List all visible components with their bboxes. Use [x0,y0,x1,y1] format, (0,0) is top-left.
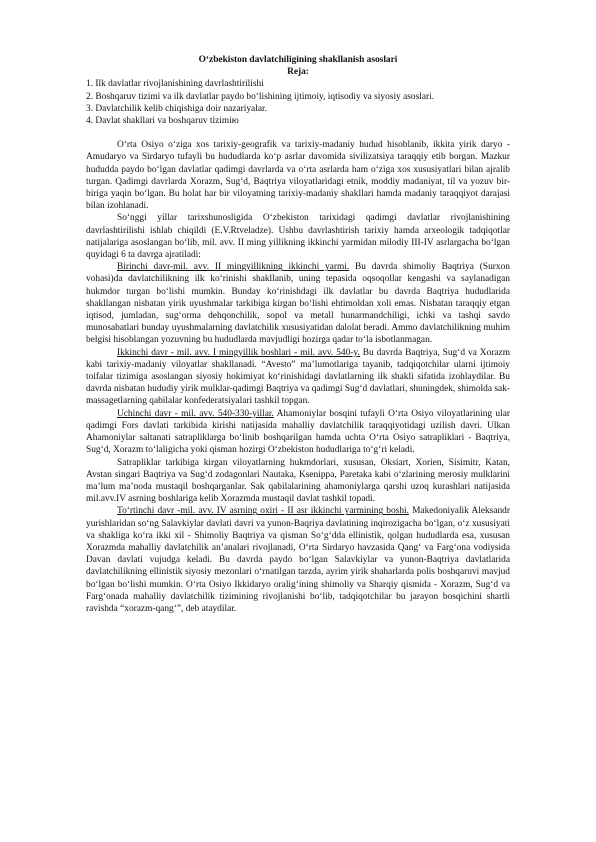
plan-list [86,78,510,127]
paragraph-periodization [86,212,510,261]
paragraph-text: Makedoniyalik Aleksandr yurishlaridan so‘ng Salavkiylar davlati davri va yunon-Baqriya davlatining inqirozigacha bo‘lgan, o‘z xususiyati va shakliga ko‘ra ikki xil - Shimoliy Baqtriya va qisman So‘g‘dda ellinistik, qolgan hududlarda esa, xususan Xorazmda mahalliy davlatchilik an’analari rivojlanadi, O‘rta Sirdaryo havzasida Qang‘ va Farg‘ona vodiysida Davan davlati vujudga keladi. Bu davrda paydo bo‘lgan Salavkiylar va yunon-Baqtriya davlatlarida davlatchilikning ellinistik siyosiy mezonlari o‘rnatilgan tarzda, ayrim yirik shaharlarda polis boshqaruvi mavjud bo‘lgan bo‘lishi mumkin. O‘rta Osiyo Ikkidaryo oralig‘ining shimoliy va Sharqiy qismida - Xorazm, Sug‘d va Farg‘onada mahalliy davlatchilik tizimining rivojlanishi bo‘lib, tadqiqotchilar bu jarayon bosqichini shartli ravishda “xorazm-qang‘”, deb ataydilar. [86,506,510,614]
document-page [86,54,510,615]
paragraph-text: Bu davrda shimoliy Baqtriya (Surxon vohasi)da davlatchilikning ilk ko‘rinishi shakllanib, uning tepasida oqsoqollar kengashi va saylanadigan hukmdor turgan bo‘lishi mumkin. Bunday ko‘rinishdagi ilk davlatlar bu davrda Baqtriya hududlarida shakllangan nisbatan yirik uyushmalar tarkibiga kirgan bo‘lishi ehtimoldan xoli emas. Nisbatan taraqqiy etgan iqtisod, jumladan, sug‘orma dehqonchilik, sopol va metall hunarmandchiligi, ichki va tashqi savdo munosabatlari bunday uyushmalarning davlatchilik xususiyatidan dalolat beradi. Ammo davlatchilikning muhim belgisi hisoblangan yozuvning bu hududlarda mavjudligi hozirga qadar to‘la isbotlanmagan. [86,262,510,346]
paragraph-intro [86,139,510,212]
plan-heading: Reja: [287,67,309,78]
document-title: O‘zbekiston davlatchiligining shakllanish asoslari [198,55,398,65]
period-heading: Uchinchi davr - mil. avv. 540-330-yillar. [117,408,274,419]
paragraph-period-3 [86,408,510,457]
plan-item: 3. Davlatchilik kelib chiqishiga doir nazariyalar. [86,103,267,114]
paragraph-period-4 [86,505,510,615]
period-heading: Birinchi davr-mil. avv. II mingyillikning ikkinchi yarmi. [117,262,350,273]
period-heading: To‘rtinchi davr -mil. avv. IV asrning oxiri - II asr ikkinchi yarmining boshi. [117,506,409,517]
plan-item: 4. Davlat shakllari va boshqaruv tizimiю [86,116,239,127]
paragraph-text: Ahamoniylar bosqini tufayli O‘rta Osiyo viloyatlarining ular qadimgi Fors davlati tarkibida kirishi natijasida mahalliy davlatchilik taraqqiyotidagi uzilish davri. Ulkan Ahamoniylar saltanati satrapliklarga bo‘linib boshqarilgan hamda uchta O‘rta Osiyo satrapliklari - Baqtriya, Sug‘d, Xorazm to‘laligicha yoki qisman hozirgi O‘zbekiston hududlariga to‘g‘ri keladi. [86,408,510,456]
spacer [86,127,510,139]
paragraph-period-2 [86,347,510,408]
paragraph-text: Satrapliklar tarkibiga kirgan viloyatlarning hukmdorlari, xususan, Oksiart, Xorien, Sisimitr, Katan, Avstan singari Baqtriya va Sug‘d zodagonlari Nautaka, Ksenippa, Paretaka kabi o‘zlarining merosiy mulklarini ma’lum ma’noda mustaqil boshqarganlar. Sak qabilalarining ahamoniylarga qarshi uzoq kurashlari natijasida mil.avv.IV asrning boshlariga kelib Xorazmda mustaqil davlat tashkil topadi. [86,457,510,505]
paragraph-text: Bu davrda Baqtriya, Sug‘d va Xorazm kabi tarixiy-madaniy viloyatlar shakllanadi. “Avesto” ma’lumotlariga tayanib, tadqiqotchilar ularni ijtimoiy toifalar tizimiga asoslangan siyosiy hokimiyat ko‘rinishidagi davlatlarning ilk shakli sifatida izohlaydilar. Bu davrda nisbatan hududiy yirik mulklar-qadimgi Baqtriya va qadimgi Sug‘d davlatlari, shuningdek, shimolda sak-massagetlarning qabilalar konfederatsiyalari tashkil topgan. [86,347,510,407]
plan-item: 2. Boshqaruv tizimi va ilk davlatlar paydo bo‘lishining ijtimoiy, iqtisodiy va siyosiy asoslari. [86,91,435,102]
period-heading: Ikkinchi davr - mil. avv. I mingyillik boshlari - mil. avv. 540-y. [117,347,360,358]
paragraph-text: O‘rta Osiyo o‘ziga xos tarixiy-geografik va tarixiy-madaniy hudud hisoblanib, ikkita yirik daryo - Amudaryo va Sirdaryo tufayli bu hududlarda ko‘p asrlar davomida sivilizatsiya taraqqiy etib borgan. Mazkur hududda paydo bo‘lgan davlatlar qadimgi davrlarda va o‘rta asrlarda ham o‘ziga xos xususiyatlari bilan ajralib turgan. Qadimgi davrlarda Xorazm, Sug‘d, Baqtriya viloyatlaridagi etnik, moddiy madaniyat, til va yozuv bir-biriga yaqin bo‘lgan. Bu holat har bir viloyatning tarixiy-madaniy shakllari hamda madaniy taraqqiyot darajasi bilan izohlanadi. [86,140,510,212]
paragraph-satrapies [86,457,510,506]
paragraph-text: So‘nggi yillar tarixshunosligida O‘zbekiston tarixidagi qadimgi davlatlar rivojlanishining davrlashtirilishi ishlab chiqildi (E.V.Rtveladze). Ushbu davrlashtirish tarixiy hamda arxeologik tadqiqotlar natijalariga asoslangan bo‘lib, mil. avv. II ming yillikning ikkinchi yarmidan milodiy III-IV asrlargacha bo‘lgan quyidagi 6 ta davrga ajratiladi: [86,213,510,261]
plan-item: 1. Ilk davlatlar rivojlanishining davrlashtirilishi [86,79,264,90]
paragraph-period-1 [86,261,510,346]
